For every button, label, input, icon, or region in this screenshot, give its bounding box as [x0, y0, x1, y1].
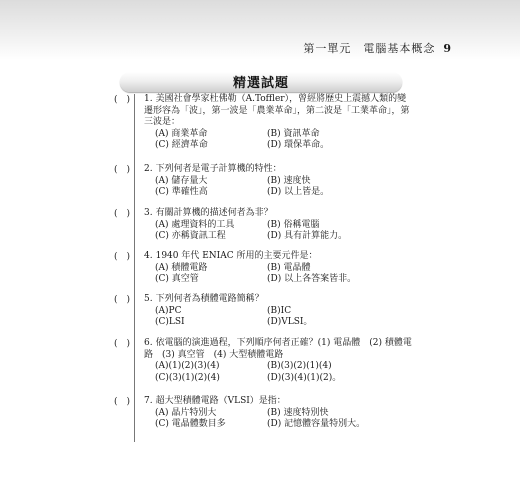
option-d: (D) 以上各答案皆非。 — [267, 274, 357, 284]
question-text: 下列何者為積體電路簡稱？ — [155, 294, 264, 304]
question-number: 7. — [144, 396, 153, 406]
option-a: (A) 積體電路 — [155, 262, 208, 273]
question-number: 2. — [144, 164, 153, 174]
option-b: (B)IC — [267, 305, 292, 316]
question-number: 6. — [144, 338, 153, 348]
option-d: (D) 記憶體容量特別大。 — [267, 419, 366, 429]
section-title-bar — [120, 72, 402, 92]
question-stem — [144, 251, 414, 263]
answer-blank: ( ) — [114, 95, 131, 105]
question-text: 有關計算機的描述何者為非？ — [155, 208, 273, 218]
question-number: 1. — [144, 94, 153, 104]
answer-blank: ( ) — [114, 339, 131, 349]
option-c: (C)(3)(1)(2)(4) — [155, 372, 220, 383]
question-text: 超大型積體電路（VLSI）是指： — [155, 396, 286, 406]
answer-blank: ( ) — [114, 397, 131, 407]
option-a: (A) 儲存量大 — [155, 175, 208, 186]
running-header — [303, 40, 452, 56]
option-c: (C) 真空管 — [155, 274, 199, 284]
option-a: (A) 商業革命 — [155, 128, 208, 139]
option-c: (C) 準確性高 — [155, 187, 208, 197]
answer-blank: ( ) — [114, 209, 131, 219]
answer-column-divider — [134, 94, 135, 442]
option-c: (C) 經濟革命 — [155, 140, 208, 150]
option-a: (A)PC — [155, 305, 182, 316]
option-b: (B) 俗稱電腦 — [267, 219, 320, 230]
chapter-title: 第一單元 電腦基本概念 — [303, 42, 436, 55]
option-b: (B) 速度特別快 — [267, 407, 329, 418]
page-number: 9 — [443, 42, 452, 55]
option-d: (D) 以上皆是。 — [267, 187, 330, 197]
question-text: 1940 年代 ENIAC 所用的主要元件是： — [155, 251, 318, 261]
option-c: (C) 亦稱資訊工程 — [155, 231, 226, 241]
option-d: (D) 具有計算能力。 — [267, 231, 348, 241]
question-stem — [144, 208, 414, 220]
question-text: 依電腦的演進過程，下列順序何者正確？(1) 電晶體 (2) 積體電路 (3) 真空管 (4) 大型積體電路 — [144, 338, 412, 360]
question-text: 美國社會學家杜佛勒（A.Toffler），曾經將歷史上震撼人類的變遷形容為「波」，第一波是「農業革命」，第二波是「工業革命」，第三波是： — [144, 94, 410, 127]
option-a: (A) 處理資料的工具 — [155, 219, 235, 230]
option-b: (B) 電晶體 — [267, 262, 311, 273]
option-d: (D) 環保革命。 — [267, 140, 330, 150]
question-number: 5. — [144, 294, 153, 304]
option-b: (B)(3)(2)(1)(4) — [267, 361, 332, 371]
option-c: (C) 電晶體數目多 — [155, 419, 226, 429]
option-b: (B) 資訊革命 — [267, 128, 320, 139]
answer-blank: ( ) — [114, 252, 131, 262]
question-stem — [144, 94, 414, 129]
section-title: 精選試題 — [232, 76, 289, 91]
question-stem — [144, 294, 414, 306]
option-b: (B) 速度快 — [267, 175, 311, 186]
option-c: (C)LSI — [155, 317, 185, 327]
question-list — [112, 94, 418, 442]
answer-blank: ( ) — [114, 165, 131, 175]
answer-blank: ( ) — [114, 295, 131, 305]
option-a: (A) 晶片特別大 — [155, 407, 217, 418]
question-text: 下列何者是電子計算機的特性： — [155, 164, 282, 174]
question-stem — [144, 396, 414, 408]
option-d: (D)(3)(4)(1)(2)。 — [267, 372, 342, 383]
option-d: (D)VLSI。 — [267, 317, 313, 327]
option-a: (A)(1)(2)(3)(4) — [155, 361, 220, 371]
question-stem — [144, 164, 414, 176]
question-number: 3. — [144, 208, 153, 218]
question-stem — [144, 338, 414, 361]
question-number: 4. — [144, 251, 153, 261]
